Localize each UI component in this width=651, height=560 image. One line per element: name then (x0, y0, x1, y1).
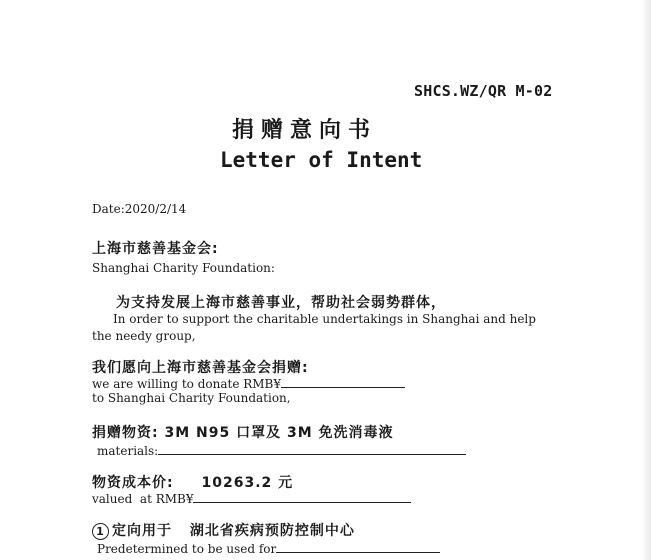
materials-line-english (97, 442, 466, 458)
cost-line-english (92, 490, 411, 506)
document-code: SHCS.WZ/QR M-02 (414, 82, 553, 100)
designation-line-chinese (92, 520, 355, 540)
cost-unit: 元 (278, 475, 294, 491)
donation-amount-label: we are willing to donate RMB¥ (92, 377, 282, 391)
donation-amount-blank (281, 375, 405, 388)
cost-value: 10263.2 (201, 475, 273, 491)
title-english: Letter of Intent (220, 148, 423, 172)
materials-label-chinese: 捐赠物资: (92, 425, 159, 441)
designation-line-english (97, 540, 440, 556)
cost-label-english: valued at RMB¥ (92, 492, 194, 506)
materials-value: 3M N95 口罩及 3M 免洗消毒液 (164, 425, 394, 441)
purpose-statement-english-1: In order to support the charitable undertakings in Shanghai and help (113, 312, 536, 326)
materials-blank (158, 442, 466, 455)
title-chinese: 捐赠意向书 (232, 118, 378, 143)
circled-number: 1 (92, 523, 109, 540)
designation-label-chinese: 定向用于 (112, 523, 172, 539)
designation-blank (276, 540, 440, 553)
cost-blank (193, 490, 411, 503)
cost-line-chinese (92, 472, 293, 492)
purpose-statement-english-2: the needy group, (92, 329, 196, 343)
designation-label-english: Predetermined to be used for (97, 542, 277, 556)
cost-label-chinese: 物资成本价: (92, 475, 174, 491)
addressee-english: Shanghai Charity Foundation: (92, 261, 275, 275)
date-line: Date:2020/2/14 (92, 202, 187, 216)
donation-statement-chinese: 我们愿向上海市慈善基金会捐赠: (92, 360, 309, 376)
materials-label-english: materials: (97, 444, 159, 458)
addressee-chinese: 上海市慈善基金会: (92, 241, 219, 257)
designation-value: 湖北省疾病预防控制中心 (189, 523, 355, 539)
donation-recipient-english: to Shanghai Charity Foundation, (92, 391, 291, 405)
materials-line-chinese (92, 422, 394, 442)
donation-amount-line (92, 375, 405, 391)
purpose-statement-chinese: 为支持发展上海市慈善事业，帮助社会弱势群体， (116, 295, 446, 311)
